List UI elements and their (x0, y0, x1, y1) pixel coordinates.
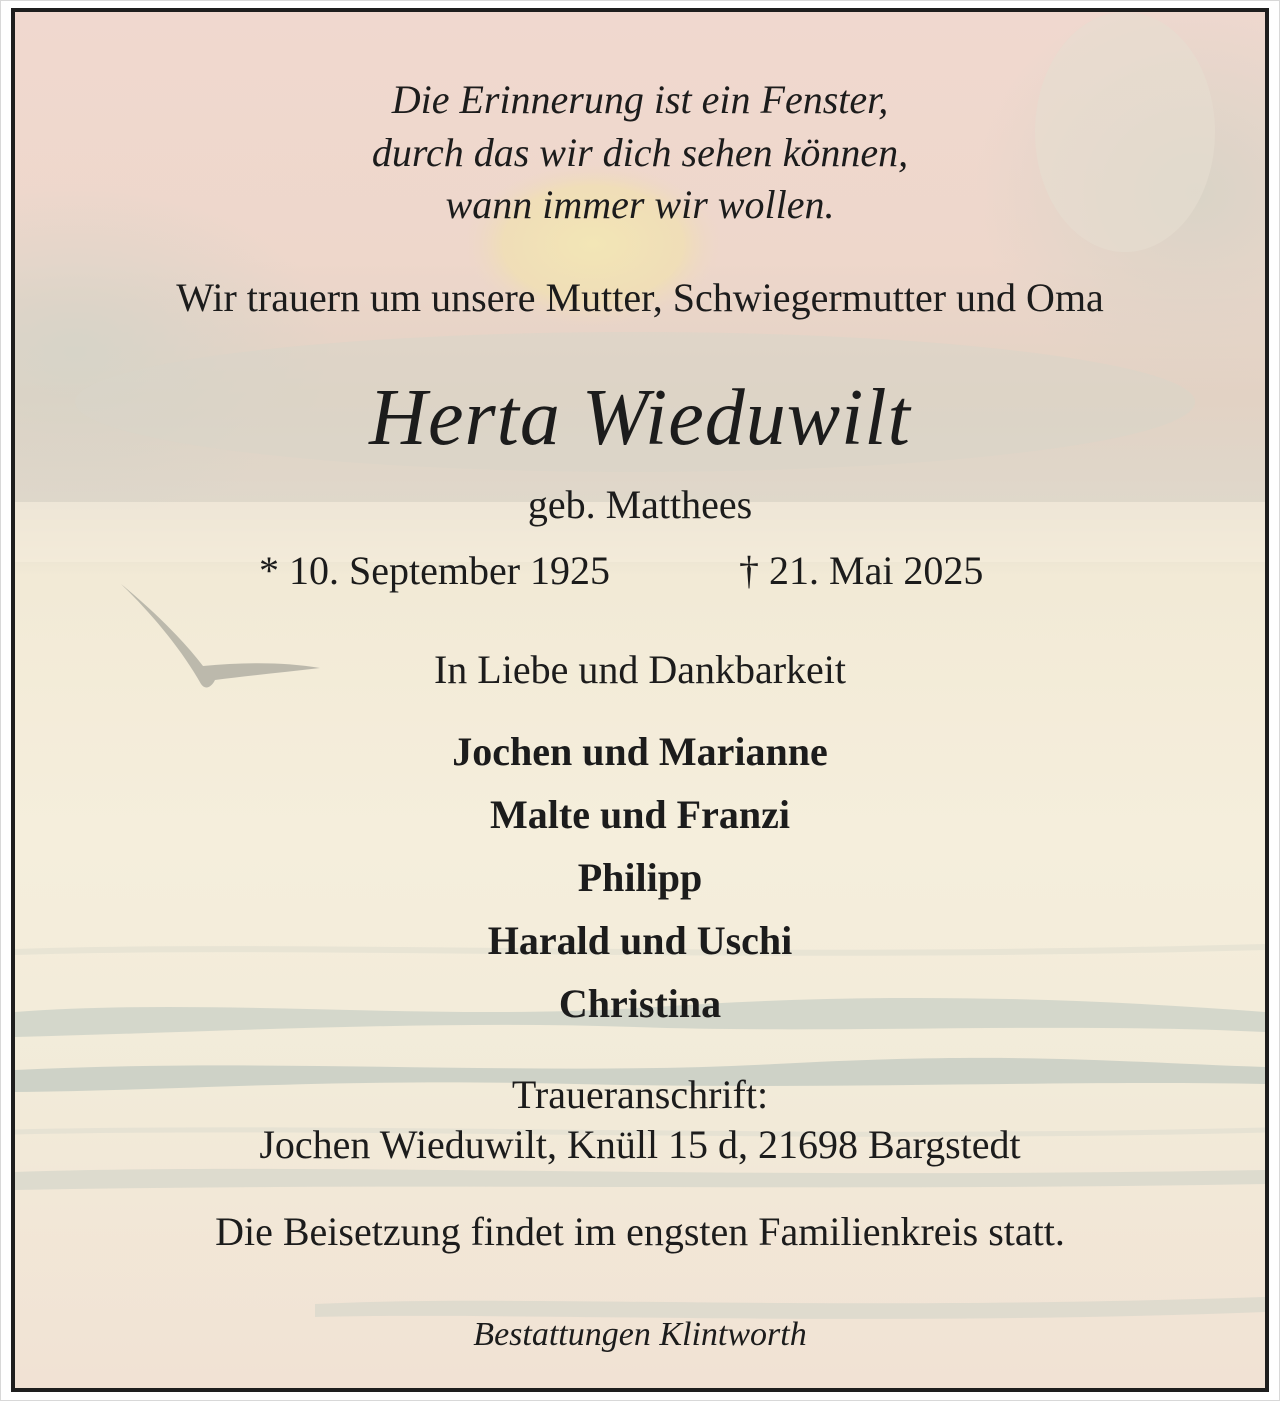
funeral-note: Die Beisetzung findet im engsten Familienkreis statt. (215, 1209, 1065, 1254)
deceased-name: Herta Wieduwilt (369, 374, 911, 462)
birth-name: geb. Matthees (527, 482, 753, 527)
address-value: Jochen Wieduwilt, Knüll 15 d, 21698 Bargstedt (259, 1122, 1021, 1167)
family-member-5: Christina (558, 981, 722, 1026)
obituary-card (11, 8, 1269, 1392)
family-member-2: Malte und Franzi (490, 792, 790, 837)
death-date: † 21. Mai 2025 (739, 548, 984, 593)
family-member-4: Harald und Uschi (487, 918, 793, 963)
birth-date: * 10. September 1925 (259, 548, 611, 593)
quote-line-3: wann immer wir wollen. (445, 182, 835, 227)
family-member-1: Jochen und Marianne (452, 729, 828, 774)
undertaker: Bestattungen Klintworth (473, 1316, 807, 1353)
dedication: In Liebe und Dankbarkeit (433, 647, 847, 692)
obituary-text (15, 12, 1265, 1388)
quote-line-2: durch das wir dich sehen können, (371, 130, 909, 175)
address-label: Traueranschrift: (511, 1072, 769, 1117)
quote-line-1: Die Erinnerung ist ein Fenster, (391, 77, 889, 122)
family-member-3: Philipp (577, 855, 703, 900)
mourning-intro: Wir trauern um unsere Mutter, Schwiegermutter und Oma (176, 275, 1104, 320)
